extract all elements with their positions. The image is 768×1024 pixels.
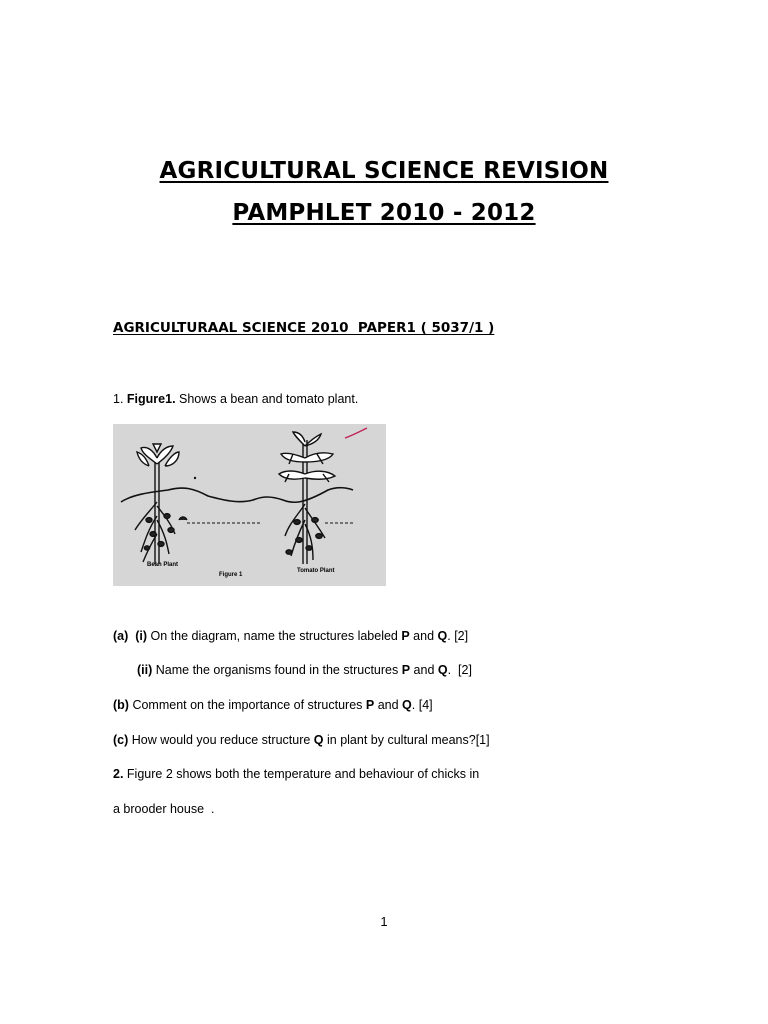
tomato-plant-label: Tomato Plant xyxy=(297,568,335,574)
figure-caption: Figure 1 xyxy=(219,572,243,578)
question-text-end: in plant by cultural means?[1] xyxy=(323,733,490,747)
bean-plant-label: Bean Plant xyxy=(147,562,179,568)
question-1a-ii xyxy=(137,663,472,677)
figure-reference: Figure1. xyxy=(126,392,176,406)
question-number: 2. xyxy=(113,767,124,781)
marks: . [2] xyxy=(447,629,469,643)
conjunction: and xyxy=(409,629,438,643)
question-text: On the diagram, name the structures labeled xyxy=(147,629,402,643)
question-text: Figure 2 shows both the temperature and behaviour of chicks in xyxy=(123,767,480,781)
structure-q: Q xyxy=(437,663,448,677)
question-1 xyxy=(113,392,358,406)
question-2 xyxy=(113,767,479,781)
dot-mark xyxy=(194,477,196,479)
document-title-line-1: AGRICULTURAL SCIENCE REVISION xyxy=(159,158,609,184)
part-label: (a) xyxy=(113,629,129,643)
question-number: 1. xyxy=(113,392,124,406)
figure-1-bean-tomato xyxy=(113,424,386,586)
sub-part-label: (i) xyxy=(135,629,148,643)
marks: . [4] xyxy=(411,698,433,712)
question-1c xyxy=(113,733,490,747)
sub-part-label: (ii) xyxy=(137,663,153,677)
question-text: Name the organisms found in the structures xyxy=(152,663,402,677)
question-2-continued: a brooder house . xyxy=(113,802,215,816)
question-1a-i xyxy=(113,629,468,643)
question-text: Comment on the importance of structures xyxy=(128,698,366,712)
structure-q: Q xyxy=(402,698,412,712)
part-label: (b) xyxy=(113,698,129,712)
conjunction: and xyxy=(374,698,403,712)
question-1b xyxy=(113,698,433,712)
page-number: 1 xyxy=(380,914,388,929)
marks: . [2] xyxy=(447,663,472,677)
conjunction: and xyxy=(410,663,438,677)
structure-p: P xyxy=(365,698,375,712)
document-title-line-2: PAMPHLET 2010 - 2012 xyxy=(232,200,536,226)
structure-q: Q xyxy=(437,629,448,643)
question-text: How would you reduce structure xyxy=(128,733,314,747)
section-heading: AGRICULTURAAL SCIENCE 2010 PAPER1 ( 5037/1 ) xyxy=(113,320,495,336)
structure-p: P xyxy=(401,663,411,677)
question-text: Shows a bean and tomato plant. xyxy=(175,392,359,406)
part-label: (c) xyxy=(113,733,129,747)
structure-p: P xyxy=(401,629,410,643)
structure-q: Q xyxy=(313,733,324,747)
